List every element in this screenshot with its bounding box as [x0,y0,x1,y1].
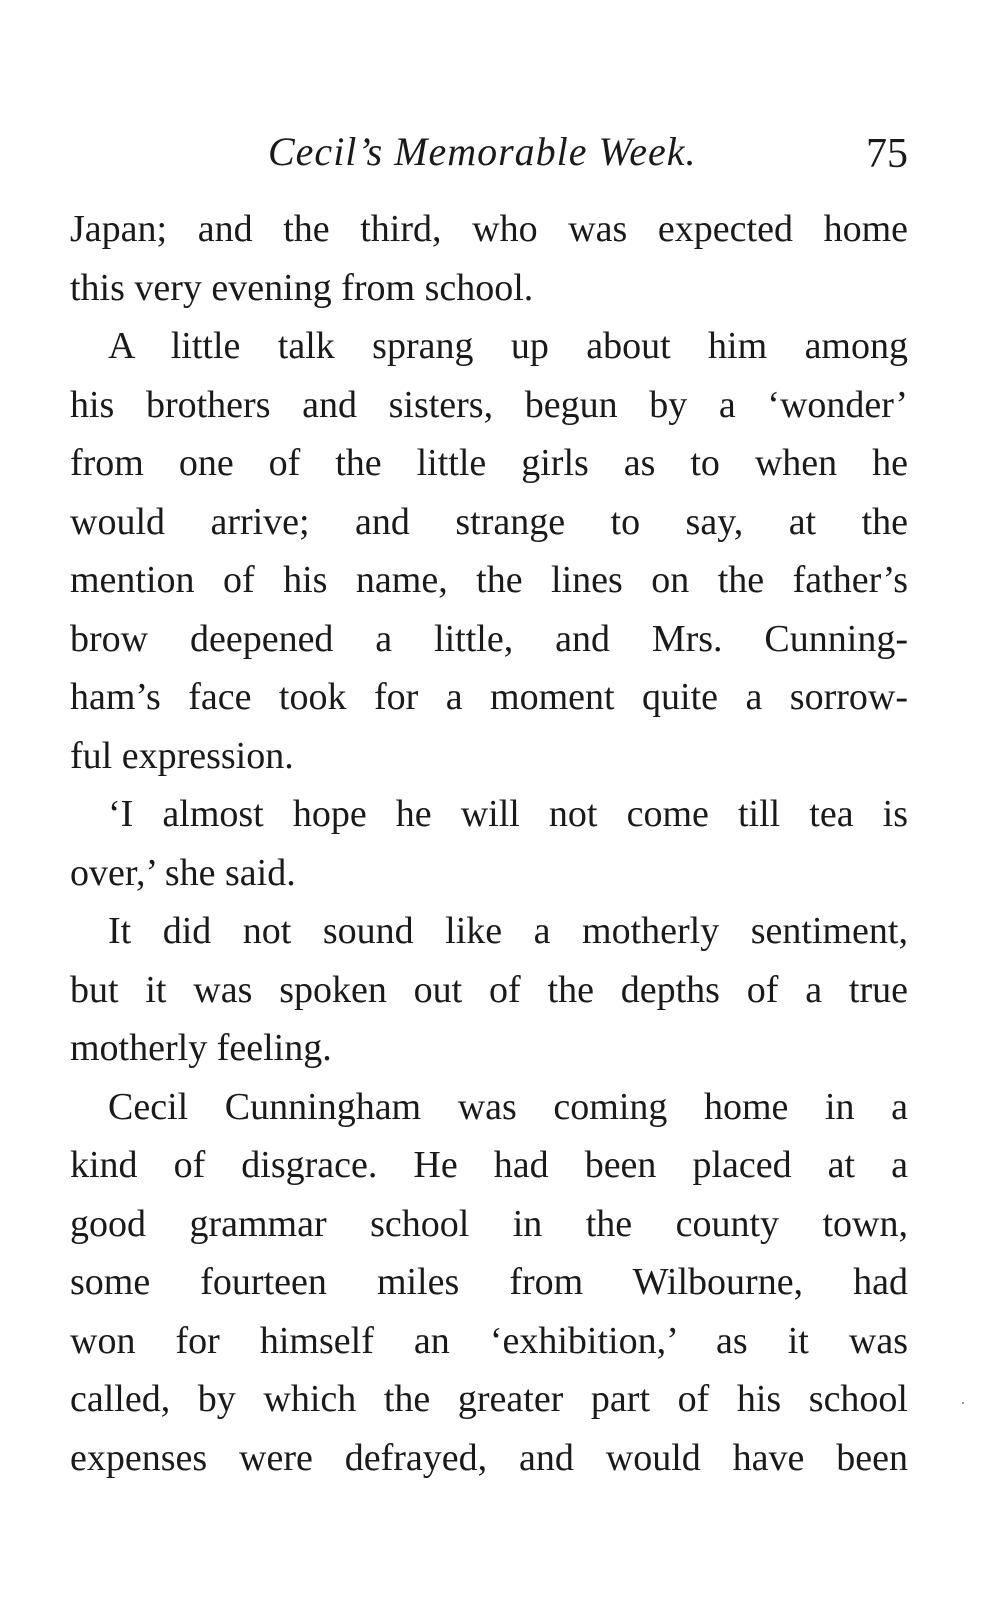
text-line: Japan; and the third, who was expected home [70,208,908,250]
margin-speck [962,1402,964,1404]
text-line: It did not sound like a motherly sentiment, [108,910,908,952]
text-line: his brothers and sisters, begun by a ‘wonder’ [70,383,908,426]
text-line: good grammar school in the county town, [70,1202,908,1245]
text-line: would arrive; and strange to say, at the [70,500,908,543]
text-line: some fourteen miles from Wilbourne, had [70,1261,908,1303]
body-text [70,200,908,1487]
text-line: A little talk sprang up about him among [108,325,908,367]
text-line: from one of the little girls as to when he [70,442,908,484]
running-head [70,128,908,178]
text-line: mention of his name, the lines on the father’s [70,559,908,601]
text-line: this very evening from school. [70,266,534,309]
text-line: motherly feeling. [70,1027,332,1069]
text-line: over,’ she said. [70,851,296,894]
text-line: called, by which the greater part of his school [70,1378,908,1420]
text-line: kind of disgrace. He had been placed at a [70,1144,908,1186]
text-line: ham’s face took for a moment quite a sorrow- [70,676,908,718]
text-line: won for himself an ‘exhibition,’ as it was [70,1319,908,1362]
text-line: but it was spoken out of the depths of a true [70,968,908,1011]
page-number: 75 [866,131,908,177]
text-line: ‘I almost hope he will not come till tea is [108,793,908,835]
text-line: ful expression. [70,734,294,777]
text-line: expenses were defrayed, and would have been [70,1436,908,1479]
text-line: Cecil Cunningham was coming home in a [108,1085,908,1128]
running-title: Cecil’s Memorable Week. [268,129,697,174]
text-line: brow deepened a little, and Mrs. Cunning- [70,617,908,660]
